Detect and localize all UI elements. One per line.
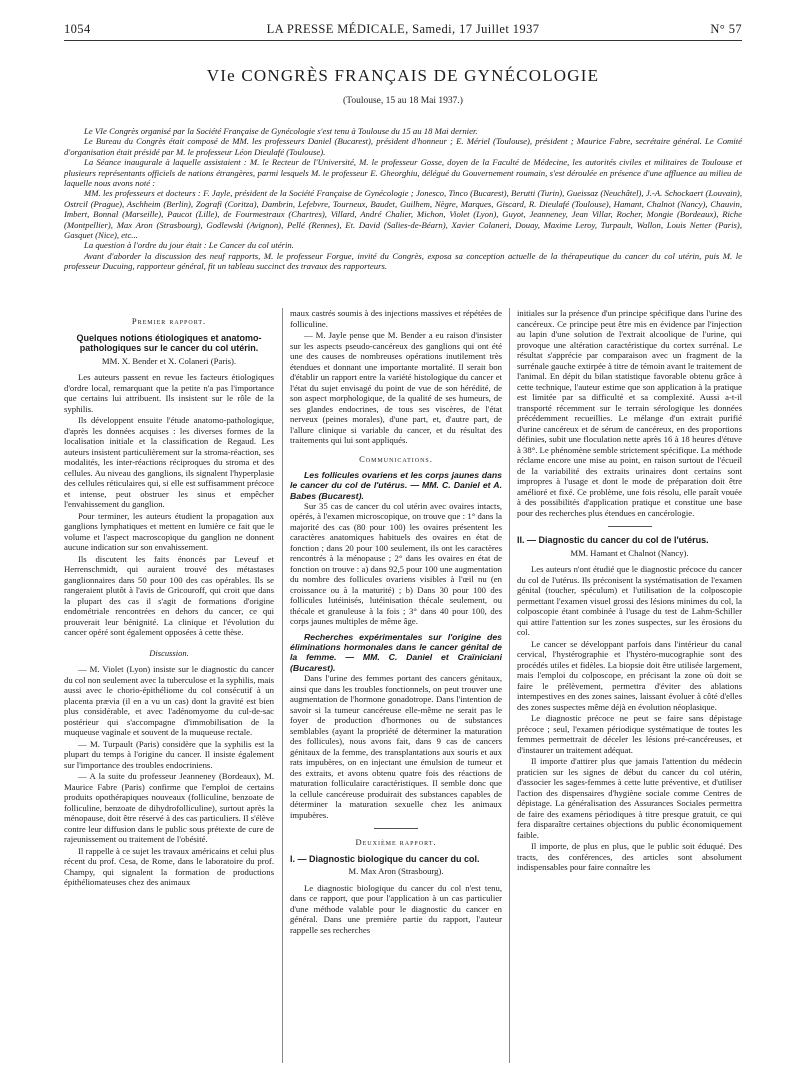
article-headline: VIe CONGRÈS FRANÇAIS DE GYNÉCOLOGIE <box>206 66 600 85</box>
column-3 <box>517 308 742 1066</box>
page-number: 1054 <box>64 22 91 36</box>
section-authors: MM. X. Bender et X. Colaneri (Paris). <box>101 355 237 366</box>
discussion-label: Discussion. <box>149 647 189 658</box>
issue-number: N° 57 <box>710 22 742 36</box>
body-paragraph: Pour terminer, les auteurs étudient la propagation aux ganglions lymphatiques et mettent en lumière ce fait que le volume et l'aspect macroscopique du ganglion ne donnent aucune indication sur son envahissement. <box>64 510 274 552</box>
separator <box>374 828 418 829</box>
body-paragraph: Ils discutent les faits énoncés par Leveuf et Herrenschmidt, qui auraient trouvé des métastases ganglionnaires dans 50 pour 100 des cas opérables. Ils se rangeraient plutôt à l'avis de Gricouroff, qui croit que dans la plupart des cas il s'agit de formations d'origine endométriale rencontrées en dehors du cancer, ce qui prouverait leur bénignité. La clinique et l'évolution du cancer opéré sont également opposées à cette thèse. <box>64 553 274 637</box>
intro-paragraph: Avant d'aborder la discussion des neuf rapports, M. le professeur Forgue, invité du Congrès, exposa sa conception actuelle de la thérapeutique du cancer du col utérin, puis M. le professeur Ducuing, rapporteur général, fit un tableau succinct des travaux des rapporteurs. <box>64 250 742 272</box>
body-paragraph: — A la suite du professeur Jeanneney (Bordeaux), M. Maurice Fabre (Paris) confirme que l'emploi de certains produits opothérapiques nouveaux (folliculine, benzoate de folliculine, benzoate de dihydrofolliculine), surtout après la ménopause, doit être réservé à des cas particuliers. Il s'élève contre leur diffusion dans le public sous prétexte de cure de rajeunissement ou traitement de l'obésité. <box>64 771 274 844</box>
body-paragraph: Le cancer se développant parfois dans l'intérieur du canal cervical, l'hystérographie et l'hystéro-mucographie sont des procédés utiles et fidèles. La biopsie doit être utilisée largement, mais l'emploi du colposcope, en précisant la zone où doit se faire le prélèvement, permettra d'éviter des ablations intempestives en des zones saines, laissant évoluer à côté d'elles des zones suspectes même déjà en évolution néoplasique. <box>517 638 742 712</box>
body-paragraph: — M. Turpault (Paris) considère que la syphilis est la plupart du temps à l'origine du cancer. Il insiste également sur l'importance des troubles endocriniens. <box>64 738 274 770</box>
communication-title: Recherches expérimentales sur l'origine des éliminations hormonales dans le cancer génital de la femme. — MM. C. Daniel et Craïniciani (Bucarest). <box>290 631 502 673</box>
section-title: I. — Diagnostic biologique du cancer du col. <box>290 853 480 864</box>
body-paragraph: Le diagnostic précoce ne peut se faire sans dépistage précoce ; seul, l'examen périodique systématique de toutes les femmes permettrait de déceler les lésions pré-cancéreuses, et d'instaurer un traitement adéquat. <box>517 713 742 755</box>
body-paragraph: — M. Jayle pense que M. Bender a eu raison d'insister sur les aspects pseudo-cancéreux des ganglions qui ont été une des causes de nombreuses opérations inutilement très étendues et donnant une importante mortalité. Il serait bon d'établir un rapport entre la variété histologique du cancer et l'état du sujet envisagé du point de vue de son hérédité, de son aspect morphologique, de la qualité de ses humeurs, de ses glandes endocrines, de tous ses viscères, de l'état nerveux (peines morales), d'une part, et, d'autre part, de l'allure clinique si variable du cancer, et du résultat des traitements qui lui sont appliqués. <box>290 330 502 445</box>
intro-paragraph: Le VIe Congrès organisé par la Société Française de Gynécologie s'est tenu à Toulouse du 15 au 18 Mai dernier. <box>84 126 478 136</box>
intro-paragraph: La question à l'ordre du jour était : Le Cancer du col utérin. <box>84 240 294 251</box>
communication-title: Les follicules ovariens et les corps jaunes dans le cancer du col de l'utérus. — MM. C. Daniel et A. Babes (Bucarest). <box>290 470 502 501</box>
body-paragraph: Il importe d'attirer plus que jamais l'attention du médecin praticien sur les signes de début du cancer du col utérin, d'associer les sages-femmes à cette lutte préventive, et d'utiliser l'action des dispensaires d'hygiène sociale comme Centres de dépistage. La généralisation des Assurances Sociales permettra de faire des examens périodiques à titre presque gratuit, ce qui fera disparaître certaines objections du public économiquement faible. <box>517 756 742 840</box>
intro-paragraph: MM. les professeurs et docteurs : F. Jayle, président de la Société Française de Gynécologie ; Jonesco, Tinco (Bucarest), Berutti (Turin), Gueissaz (Neuchâtel), J.-A. Schockaert (Louvain), Ostrcil (Prague), Aschheim (Berlin), Zografi (Coritza), Dambrin, Lefebvre, Tourneux, Baudet, Guilhem, Nègre, Marques, Giscard, R. Dieulafé (Toulouse), Hamant, Chalnot (Nancy), Chauvin, Imbert, Bonnal (Marseille), Paucot (Lille), de Fourmestraux (Chartres), Villard, André Chalier, Michon, Violet (Lyon), Guyot, Jeanneney, Jean Villar, Rocher, Mongie (Bordeaux), Riche (Montpellier), Max Aron (Strasbourg), Godlewski (Avignon), Pellé (Rennes), Et. David (Salies-de-Béarn), Xavier Colaneri, Douay, Maxime Leroy, Turpault, Wallon, Louis Netter (Paris), Gasquet (Nice), etc... <box>64 188 742 241</box>
intro-block <box>64 126 742 272</box>
section-label: Premier rapport. <box>131 316 207 326</box>
body-paragraph: Dans l'urine des femmes portant des cancers génitaux, ainsi que dans les troubles fonctionnels, on peut trouver une augmentation de l'hormone gonadotrope. Dans l'intention de savoir si la tumeur cancéreuse elle-même ne serait pas le foyer de production d'hormones ou de substances semblables (ayant la propriété de déterminer la maturation des follicules), nous avons fait, dans 9 cas de cancers génitaux de la femme, des transplantations aux souris et aux rats impubères, on en injectant une émulsion de tumeur et des extraits, et avons obtenu quatre fois des réactions de maturation folliculaire caractéristiques. Il semble donc que la cellule cancéreuse produirait des substances capables de déterminer la maturation sexuelle chez les animaux impubères. <box>290 673 502 820</box>
section-title: II. — Diagnostic du cancer du col de l'utérus. <box>517 535 709 545</box>
column-divider <box>509 308 510 1063</box>
body-paragraph: Les auteurs n'ont étudié que le diagnostic précoce du cancer du col de l'utérus. Ils préconisent la systématisation de l'examen génital (toucher, spéculum) et l'utilisation de la colposcopie permettant l'examen visuel grossi des lésions minimes du col, la colposcopie étant combinée à l'usage du test de Lahm-Schiller qui attire l'attention sur les zones suspectes, sur les érosions du col. <box>517 564 742 637</box>
body-paragraph: maux castrés soumis à des injections massives et répétées de folliculine. <box>290 308 502 329</box>
separator <box>608 526 652 527</box>
column-1 <box>64 308 274 1066</box>
body-paragraph: Sur 35 cas de cancer du col utérin avec ovaires intacts, opérés, à l'examen microscopique, on trouve que : 1° dans la majorité des cas (80 pour 100) les ovaires présentent les caractères anatomiques habituels des ovaires en état de fonction ; dans 20 pour 100 seulement, ils ont les caractères rencontrés à la ménopause ; 2° dans les ovaires en état de fonction on trouve : a) dans 92,5 pour 100 une augmentation du nombre des follicules ovariens visibles à l'œil nu (en croissance ou à la maturité) ; b) Dans 30 pour 100 des follicules lutéinisés, lutéinisation thécale seulement, ou thécale et granuleuse à la fois ; 3° dans 40 pour 100, des corps jaunes multiples de même âge. <box>290 500 502 627</box>
section-authors: M. Max Aron (Strasbourg). <box>348 866 444 877</box>
column-divider <box>282 308 283 1063</box>
intro-paragraph: La Séance inaugurale à laquelle assistaient : M. le Recteur de l'Université, M. le professeur Gosse, doyen de la Faculté de Médecine, les autorités civiles et militaires de Toulouse et plusieurs représentants officiels de nations étrangères, parmi lesquels M. le professeur E. Gheorghiu, délégué du Gouvernement roumain, s'est déroulée en présence d'une affluence au milieu de laquelle nous avons noté : <box>64 157 742 189</box>
body-paragraph: Ils développent ensuite l'étude anatomo-pathologique, d'après les données acquises : les diverses formes de la localisation initiale et la classification de Regaud. Les auteurs insistent particulièrement sur la stroma-réaction, ses modalités, les inter-réactions réciproques du stroma et des cellules. Au niveau des ganglions, ils signalent l'hyperplasie des cellules réticulaires qui, si elle est suffisamment précoce et intense, peut obstruer les sinus et empêcher l'envahissement du ganglion. <box>64 415 274 509</box>
body-paragraph: Il importe, de plus en plus, que le public soit éduqué. Des tracts, des conférences, des articles sont absolument indispensables pour faire connaître les <box>517 841 742 872</box>
section-title: Quelques notions étiologiques et anatomo-pathologiques sur le cancer du col utérin. <box>76 332 262 353</box>
body-paragraph: Le diagnostic biologique du cancer du col n'est tenu, dans ce rapport, que pour l'application à un cas particulier d'une méthode valable pour le diagnostic du cancer en général. Dans une première partie du rapport, l'auteur rappelle ses recherches <box>290 882 502 935</box>
body-paragraph: — M. Violet (Lyon) insiste sur le diagnostic du cancer du col non seulement avec la tuberculose et la syphilis, mais aussi avec le chorio-épithéliome du col consécutif à un placenta prævia (il en a vu un cas) dont la gravité est bien plus considérable, et avec l'adénomyome du cul-de-sac postérieur qui s'accompagne d'immobilisation de la muqueuse vaginale et souvent de la muqueuse rectale. <box>64 664 274 737</box>
section-authors: MM. Hamant et Chalnot (Nancy). <box>570 547 689 558</box>
journal-title: LA PRESSE MÉDICALE, Samedi, 17 Juillet 1937 <box>266 22 540 36</box>
masthead <box>64 22 742 41</box>
body-paragraph: Les auteurs passent en revue les facteurs étiologiques d'ordre local, remarquant que la petite n'a pas l'importance que certains lui attribuent. Ils insistent sur le rôle de la syphilis. <box>64 372 274 414</box>
intro-paragraph: Le Bureau du Congrès était composé de MM. les professeurs Daniel (Bucarest), président d'honneur ; E. Mériel (Toulouse), président ; Maurice Fabre, secrétaire général. Le Comité d'organisation était présidé par M. le professeur Léon Dieulafé (Toulouse). <box>64 136 742 157</box>
body-paragraph: Il rappelle à ce sujet les travaux américains et celui plus récent du prof. Cesa, de Rome, dans le laboratoire du prof. Champy, qui signalent la formation de productions épithéliomateuses chez des animaux <box>64 845 274 887</box>
article-subhead: (Toulouse, 15 au 18 Mai 1937.) <box>343 96 463 106</box>
section-label: Deuxième rapport. <box>355 837 437 848</box>
body-paragraph: initiales sur la présence d'un principe spécifique dans l'urine des cancéreux. Ce principe peut être mis en évidence par l'injection au lapin d'une solution de l'extrait alcoolique de l'urine, qui provoque une altération caractéristique du cortex surrénal. Le résultat s'apprécie par comparaison avec un fragment de la surrénale gauche extirpée à titre de témoin avant le traitement de l'animal. En dépit du bilan statistique favorable obtenu grâce à cette technique, l'auteur estime que son application à la pratique est limitée par sa difficulté et sa complexité. Aussi a-t-il transporté récemment sur le terrain sérologique les données précédemment recueillies. Le mélange d'un extrait purifié d'urine cancéreux et de sérum de cancéreux, en des proportions définies, subit une floculation nette après 16 à 18 heures d'étuve à 38°. Le phénomène semble strictement spécifique. La méthode réclame encore une mise au point, en raison surtout de l'écueil de la variabilité des extraits urinaires dont certains sont impropres à l'usage et dont le mode de préparation doit être amélioré et fixé. Ce problème, une fois résolu, elle paraît vouée à des possibilités d'application pratique et constitue une base pour des recherches plus étendues en cancérologie. <box>517 308 742 518</box>
column-2 <box>290 308 502 1066</box>
section-label: Communications. <box>359 453 433 464</box>
